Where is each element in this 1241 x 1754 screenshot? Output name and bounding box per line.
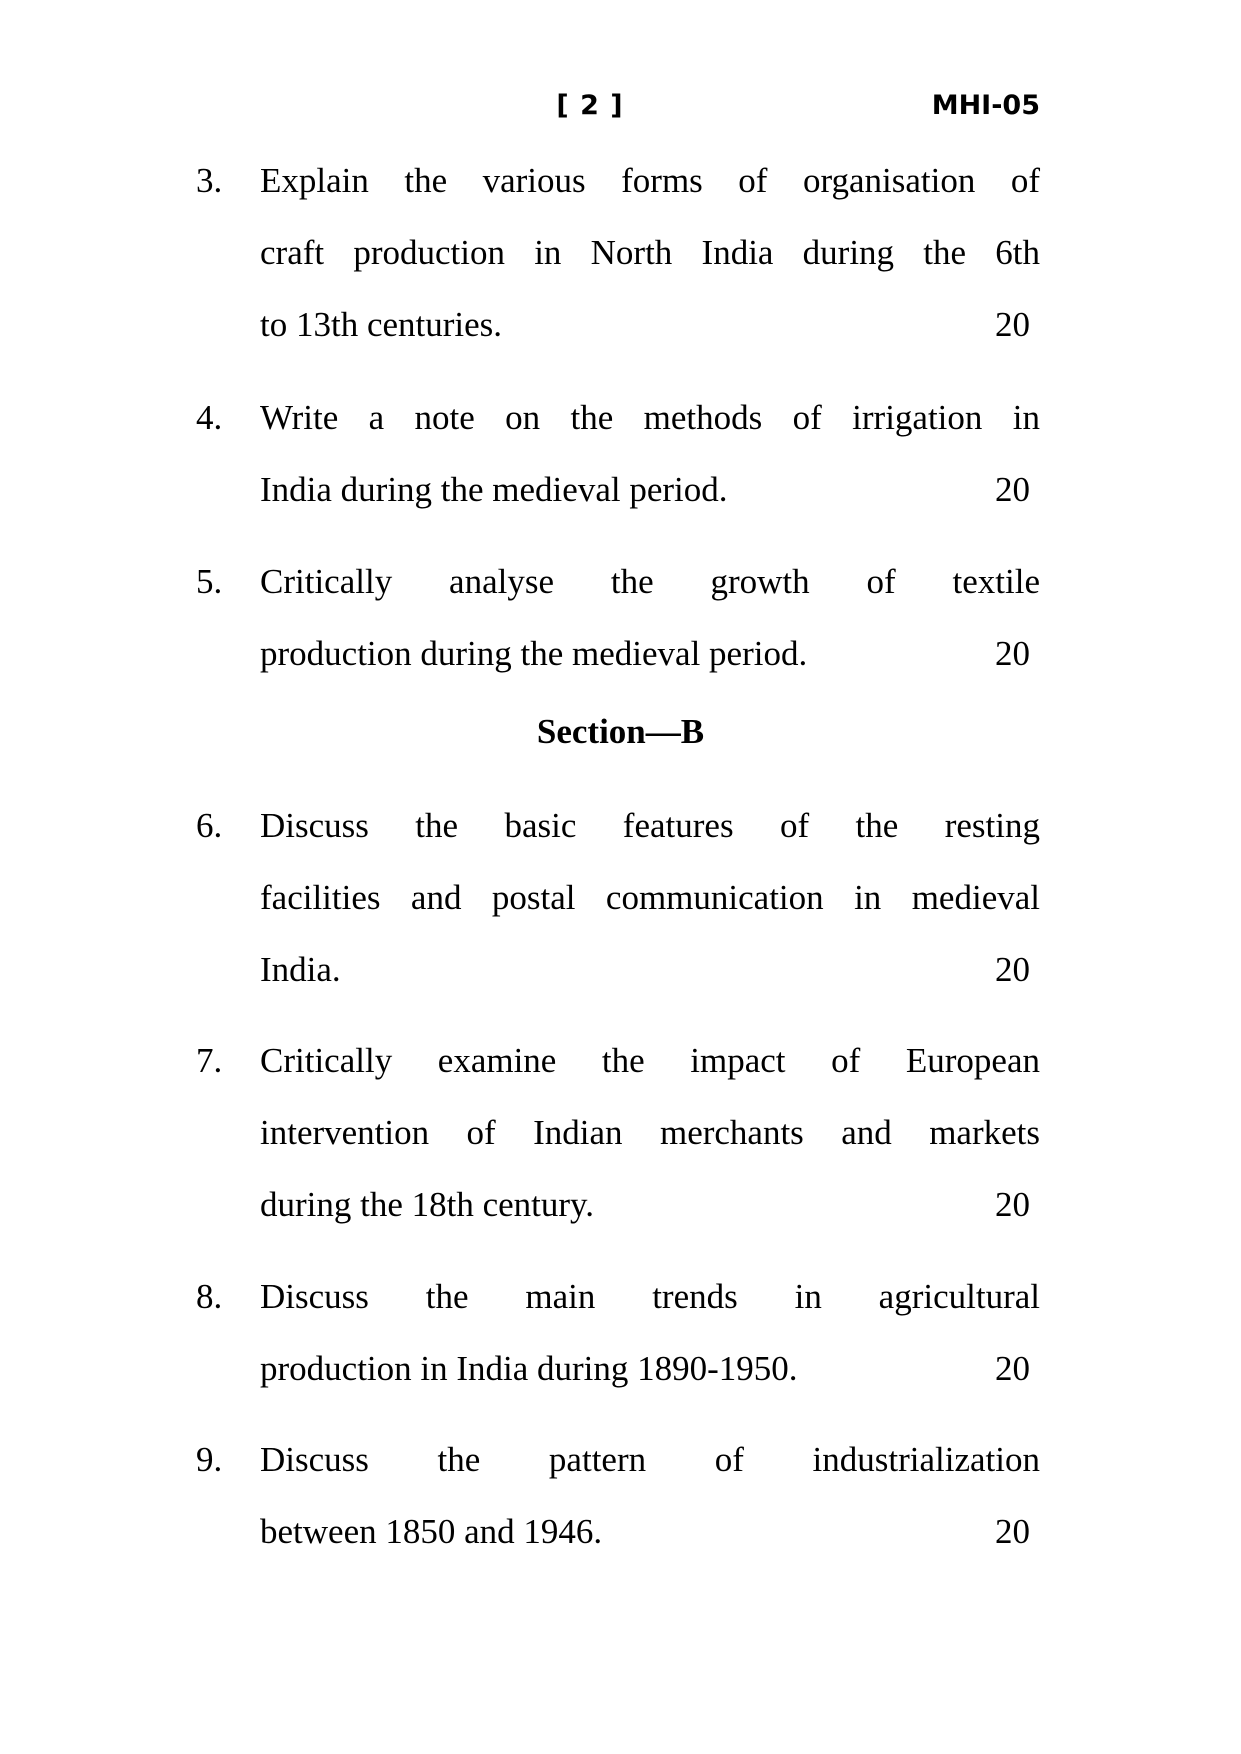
question-line-text: India.	[260, 950, 341, 989]
question-7	[196, 1025, 1040, 1241]
question-line-text: to 13th centuries.	[260, 305, 503, 344]
marks: 20	[995, 1349, 1030, 1388]
question-text	[260, 1261, 1040, 1405]
question-line	[260, 618, 1040, 690]
question-line-text: India during the medieval period.	[260, 470, 728, 509]
question-text	[260, 1424, 1040, 1568]
section-b-title: Section—B	[536, 712, 705, 751]
question-line: facilities and postal communication in medieval	[260, 878, 1040, 917]
question-line: Critically examine the impact of European	[260, 1041, 1040, 1080]
question-line	[260, 454, 1040, 526]
question-text	[260, 1025, 1040, 1241]
question-line: Write a note on the methods of irrigation in	[260, 398, 1040, 437]
question-line-text: during the 18th century.	[260, 1185, 595, 1224]
question-number: 9.	[196, 1440, 223, 1479]
question-number: 6.	[196, 806, 223, 845]
question-number: 7.	[196, 1041, 223, 1080]
question-line: Discuss the main trends in agricultural	[260, 1277, 1040, 1316]
question-6	[196, 790, 1040, 1006]
question-3	[196, 145, 1040, 361]
question-4	[196, 382, 1040, 526]
question-text	[260, 546, 1040, 690]
question-9	[196, 1424, 1040, 1568]
question-line	[260, 289, 1040, 361]
question-text	[260, 145, 1040, 361]
question-line	[260, 1169, 1040, 1241]
paper-code: MHI-05	[931, 90, 1040, 121]
question-line-text: production during the medieval period.	[260, 634, 808, 673]
question-number: 3.	[196, 161, 223, 200]
question-line: Discuss the pattern of industrialization	[260, 1440, 1040, 1479]
question-line-text: production in India during 1890-1950.	[260, 1349, 798, 1388]
marks: 20	[995, 1512, 1030, 1551]
marks: 20	[995, 305, 1030, 344]
question-text	[260, 790, 1040, 1006]
question-line	[260, 1496, 1040, 1568]
question-8	[196, 1261, 1040, 1405]
question-number: 8.	[196, 1277, 223, 1316]
question-line: Critically analyse the growth of textile	[260, 562, 1040, 601]
marks: 20	[995, 470, 1030, 509]
page-number: [ 2 ]	[556, 90, 624, 121]
marks: 20	[995, 1185, 1030, 1224]
question-number: 4.	[196, 398, 223, 437]
question-line	[260, 1333, 1040, 1405]
question-line	[260, 934, 1040, 1006]
question-line: craft production in North India during the 6th	[260, 233, 1040, 272]
question-line: intervention of Indian merchants and markets	[260, 1113, 1040, 1152]
question-text	[260, 382, 1040, 526]
question-line: Explain the various forms of organisation of	[260, 161, 1040, 200]
question-number: 5.	[196, 562, 223, 601]
marks: 20	[995, 634, 1030, 673]
question-5	[196, 546, 1040, 690]
question-line-text: between 1850 and 1946.	[260, 1512, 603, 1551]
marks: 20	[995, 950, 1030, 989]
question-line: Discuss the basic features of the resting	[260, 806, 1040, 845]
